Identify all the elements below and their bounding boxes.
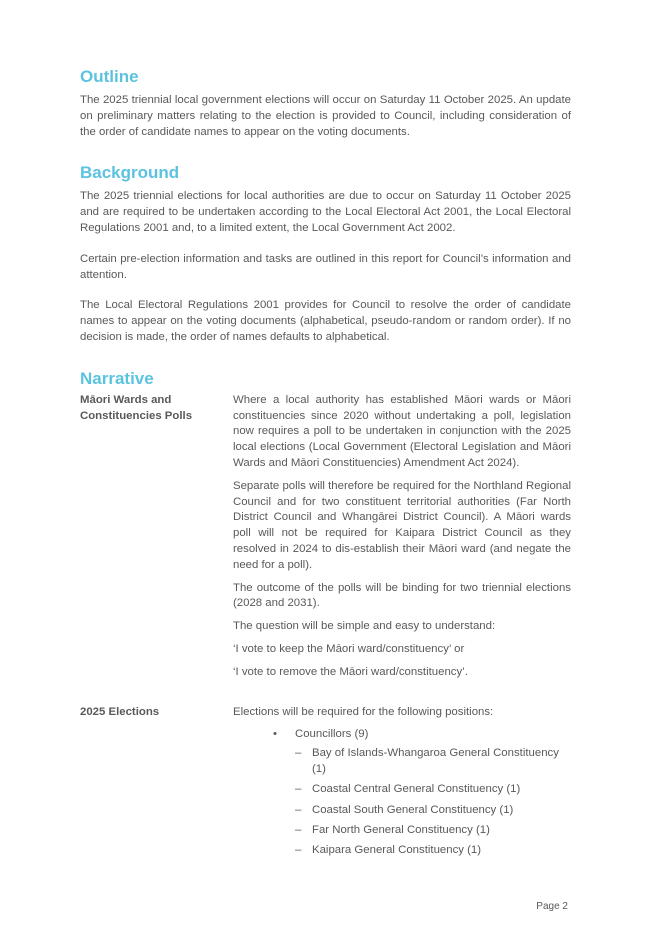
constituency-list — [295, 746, 571, 859]
list-item — [295, 782, 571, 798]
dash-icon: – — [295, 823, 302, 836]
outline-heading: Outline — [80, 67, 139, 86]
background-paragraph: The 2025 triennial elections for local authorities are due to occur on Saturday 11 October 2025 and are required to be undertaken according to the Local Electoral Act 2001, the Local Electoral Regulations 2001 and, to a limited extent, the Local Government Act 2002. — [80, 190, 571, 234]
page-number: Page 2 — [536, 901, 568, 912]
narrative-section — [80, 368, 571, 864]
elections-body — [233, 705, 571, 864]
maori-polls-paragraph: The outcome of the polls will be binding for two triennial elections (2028 and 2031). — [233, 581, 571, 610]
background-paragraph: The Local Electoral Regulations 2001 provides for Council to resolve the order of candidate names to appear on the voting documents (alphabetical, pseudo-random or random order). If no decision is made, the order of names defaults to alphabetical. — [80, 299, 571, 343]
constituency-name: Far North General Constituency (1) — [312, 823, 490, 836]
bullet-icon: • — [273, 728, 277, 741]
constituency-name: Kaipara General Constituency (1) — [312, 844, 482, 857]
dash-icon: – — [295, 747, 302, 760]
list-item — [295, 803, 571, 819]
elections-row — [80, 705, 571, 864]
list-item — [295, 843, 571, 859]
positions-list — [233, 727, 571, 859]
document-page — [80, 66, 571, 863]
background-paragraph: Certain pre-election information and tasks are outlined in this report for Council’s information and attention. — [80, 252, 571, 281]
maori-polls-paragraph: Separate polls will therefore be required for the Northland Regional Council and for two constituent territorial authorities (Far North District Council and Whangārei District Council). A Māori wards poll will not be required for Kaipara District Council as they resolved in 2024 to dis-establish their Māori ward (and negate the need for a poll). — [233, 479, 571, 571]
elections-label: 2025 Elections — [80, 705, 160, 718]
outline-section — [80, 66, 571, 140]
elections-intro: Elections will be required for the following positions: — [233, 705, 494, 718]
background-section — [80, 162, 571, 345]
poll-option-remove: ‘I vote to remove the Māori ward/constituency’. — [233, 665, 468, 678]
poll-option-keep: ‘I vote to keep the Māori ward/constituency’ or — [233, 642, 465, 655]
constituency-name: Coastal South General Constituency (1) — [312, 803, 514, 816]
list-item — [295, 746, 571, 778]
maori-polls-body — [233, 393, 571, 681]
constituency-name: Coastal Central General Constituency (1) — [312, 783, 521, 796]
background-heading: Background — [80, 163, 180, 183]
list-item — [295, 823, 571, 839]
maori-polls-row — [80, 393, 571, 681]
narrative-heading: Narrative — [80, 368, 154, 388]
dash-icon: – — [295, 803, 302, 816]
maori-polls-paragraph: Where a local authority has established Māori wards or Māori constituencies since 2020 without undertaking a poll, legislation now requires a poll to be undertaken in conjunction with the 2025 local elections (Local Government (Electoral Legislation and Māori Wards and Māori Constituencies) Amendment Act 2024). — [233, 393, 571, 469]
dash-icon: – — [295, 844, 302, 857]
outline-paragraph: The 2025 triennial local government elections will occur on Saturday 11 October 2025. An update on preliminary matters relating to the election is provided to Council, including consideration of the order of candidate names to appear on the voting documents. — [80, 94, 571, 138]
maori-polls-paragraph: The question will be simple and easy to understand: — [233, 620, 496, 633]
list-item — [273, 727, 571, 859]
councillors-label: Councillors (9) — [295, 728, 369, 741]
dash-icon: – — [295, 783, 302, 796]
maori-polls-label: Māori Wards and Constituencies Polls — [80, 393, 193, 422]
constituency-name: Bay of Islands-Whangaroa General Constituency (1) — [312, 747, 559, 775]
